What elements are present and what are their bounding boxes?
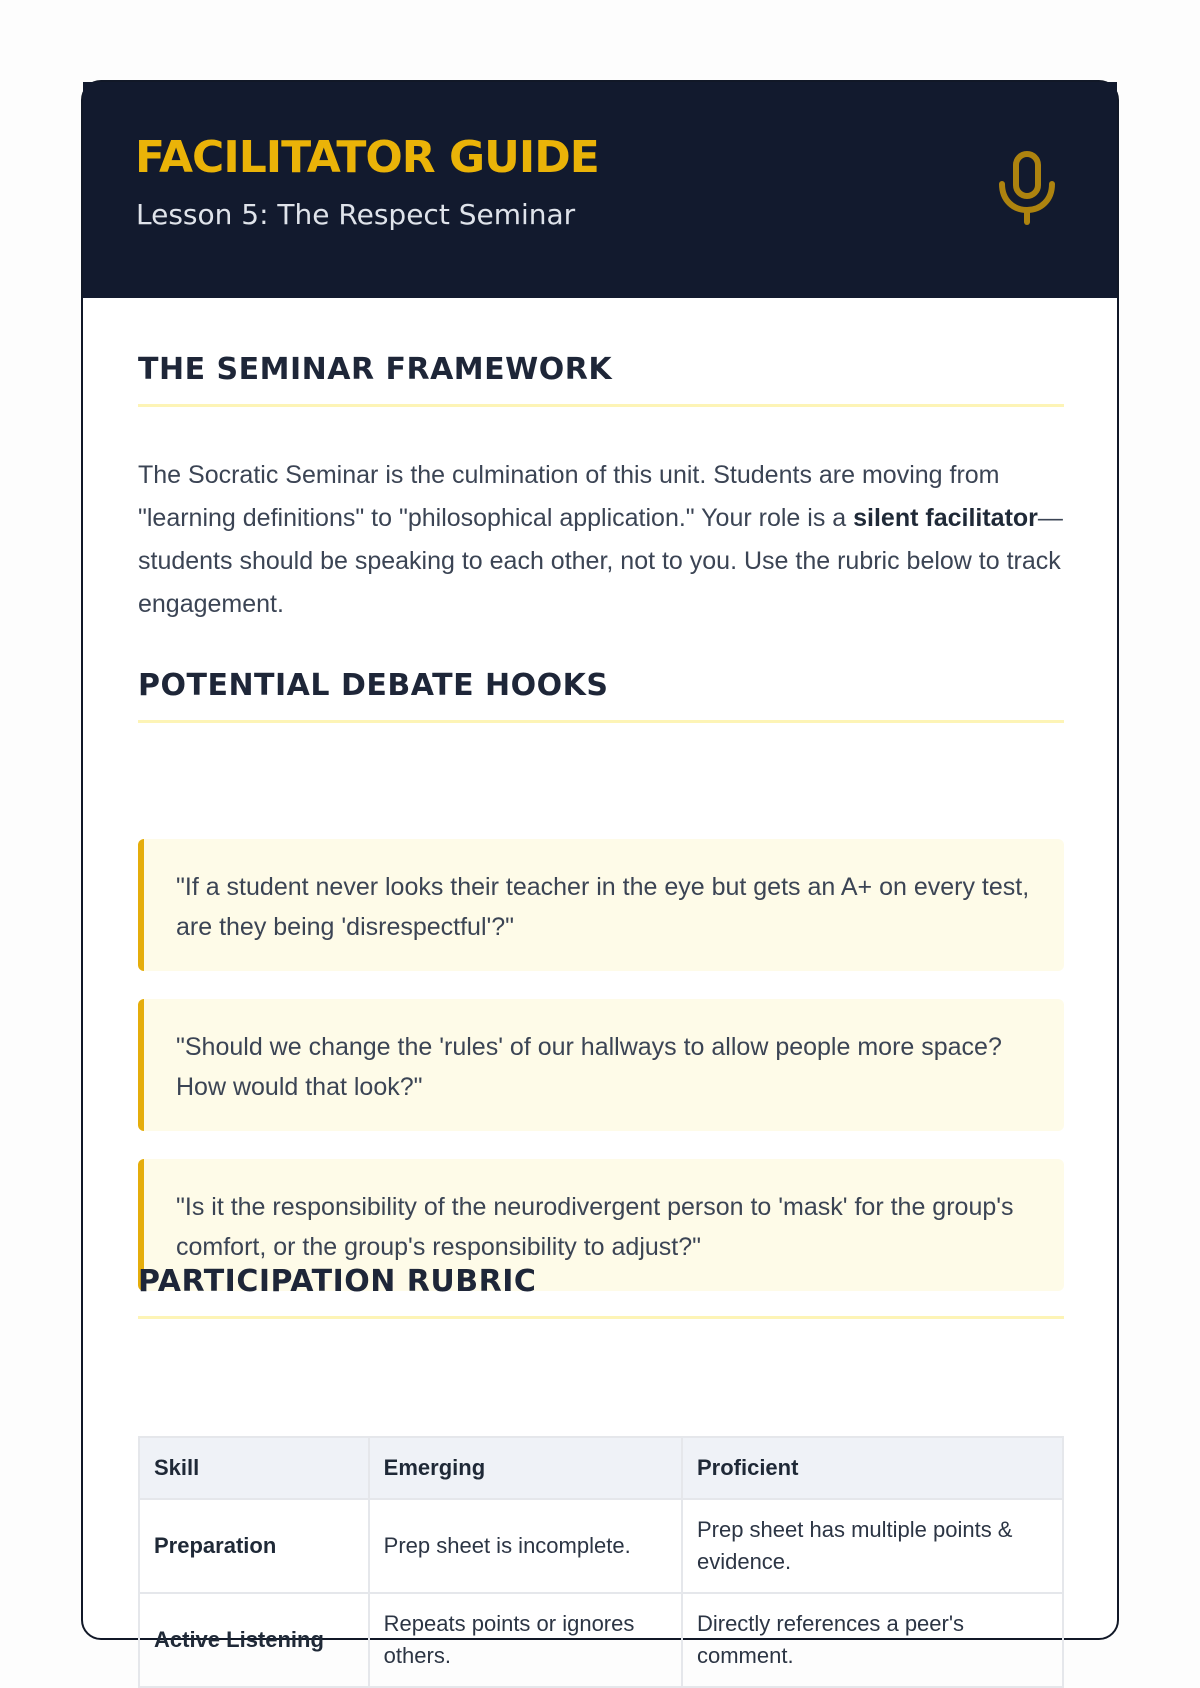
- lesson-subtitle: Lesson 5: The Respect Seminar: [136, 198, 576, 231]
- debate-hook-1: "If a student never looks their teacher in the eye but gets an A+ on every test, are they being 'disrespectful'?": [138, 839, 1064, 971]
- table-row: [139, 1593, 1063, 1687]
- table-row: [139, 1499, 1063, 1593]
- skill-cell: Active Listening: [139, 1593, 369, 1687]
- framework-heading: THE SEMINAR FRAMEWORK: [138, 352, 1064, 407]
- framework-text-end: —students should be speaking to each other, not to you. Use the rubric below to track engagement.: [138, 504, 1063, 618]
- column-header-proficient: Proficient: [682, 1437, 1063, 1499]
- participation-rubric-table: [138, 1436, 1064, 1688]
- emerging-cell: Prep sheet is incomplete.: [369, 1499, 682, 1593]
- debate-hook-3: "Is it the responsibility of the neurodivergent person to 'mask' for the group's comfort, or the group's responsibility to adjust?": [138, 1159, 1064, 1291]
- guide-title: FACILITATOR GUIDE: [135, 132, 599, 183]
- proficient-cell: Directly references a peer's comment.: [682, 1593, 1063, 1687]
- rubric-heading: PARTICIPATION RUBRIC: [138, 1264, 1064, 1319]
- framework-bold-text: silent facilitator: [853, 504, 1038, 532]
- debate-hook-2: "Should we change the 'rules' of our hallways to allow people more space? How would that look?": [138, 999, 1064, 1131]
- microphone-icon: [997, 150, 1057, 226]
- framework-text-start: The Socratic Seminar is the culmination of this unit. Students are moving from "learning definitions" to "philosophical application." Your role is a: [138, 461, 1000, 532]
- hooks-heading: POTENTIAL DEBATE HOOKS: [138, 668, 1064, 723]
- guide-header: [83, 82, 1117, 298]
- proficient-cell: Prep sheet has multiple points & evidence.: [682, 1499, 1063, 1593]
- facilitator-guide-card: [81, 80, 1119, 1668]
- skill-cell: Preparation: [139, 1499, 369, 1593]
- column-header-skill: Skill: [139, 1437, 369, 1499]
- framework-paragraph: [138, 454, 1064, 626]
- rubric-header-row: [139, 1437, 1063, 1499]
- emerging-cell: Repeats points or ignores others.: [369, 1593, 682, 1687]
- column-header-emerging: Emerging: [369, 1437, 682, 1499]
